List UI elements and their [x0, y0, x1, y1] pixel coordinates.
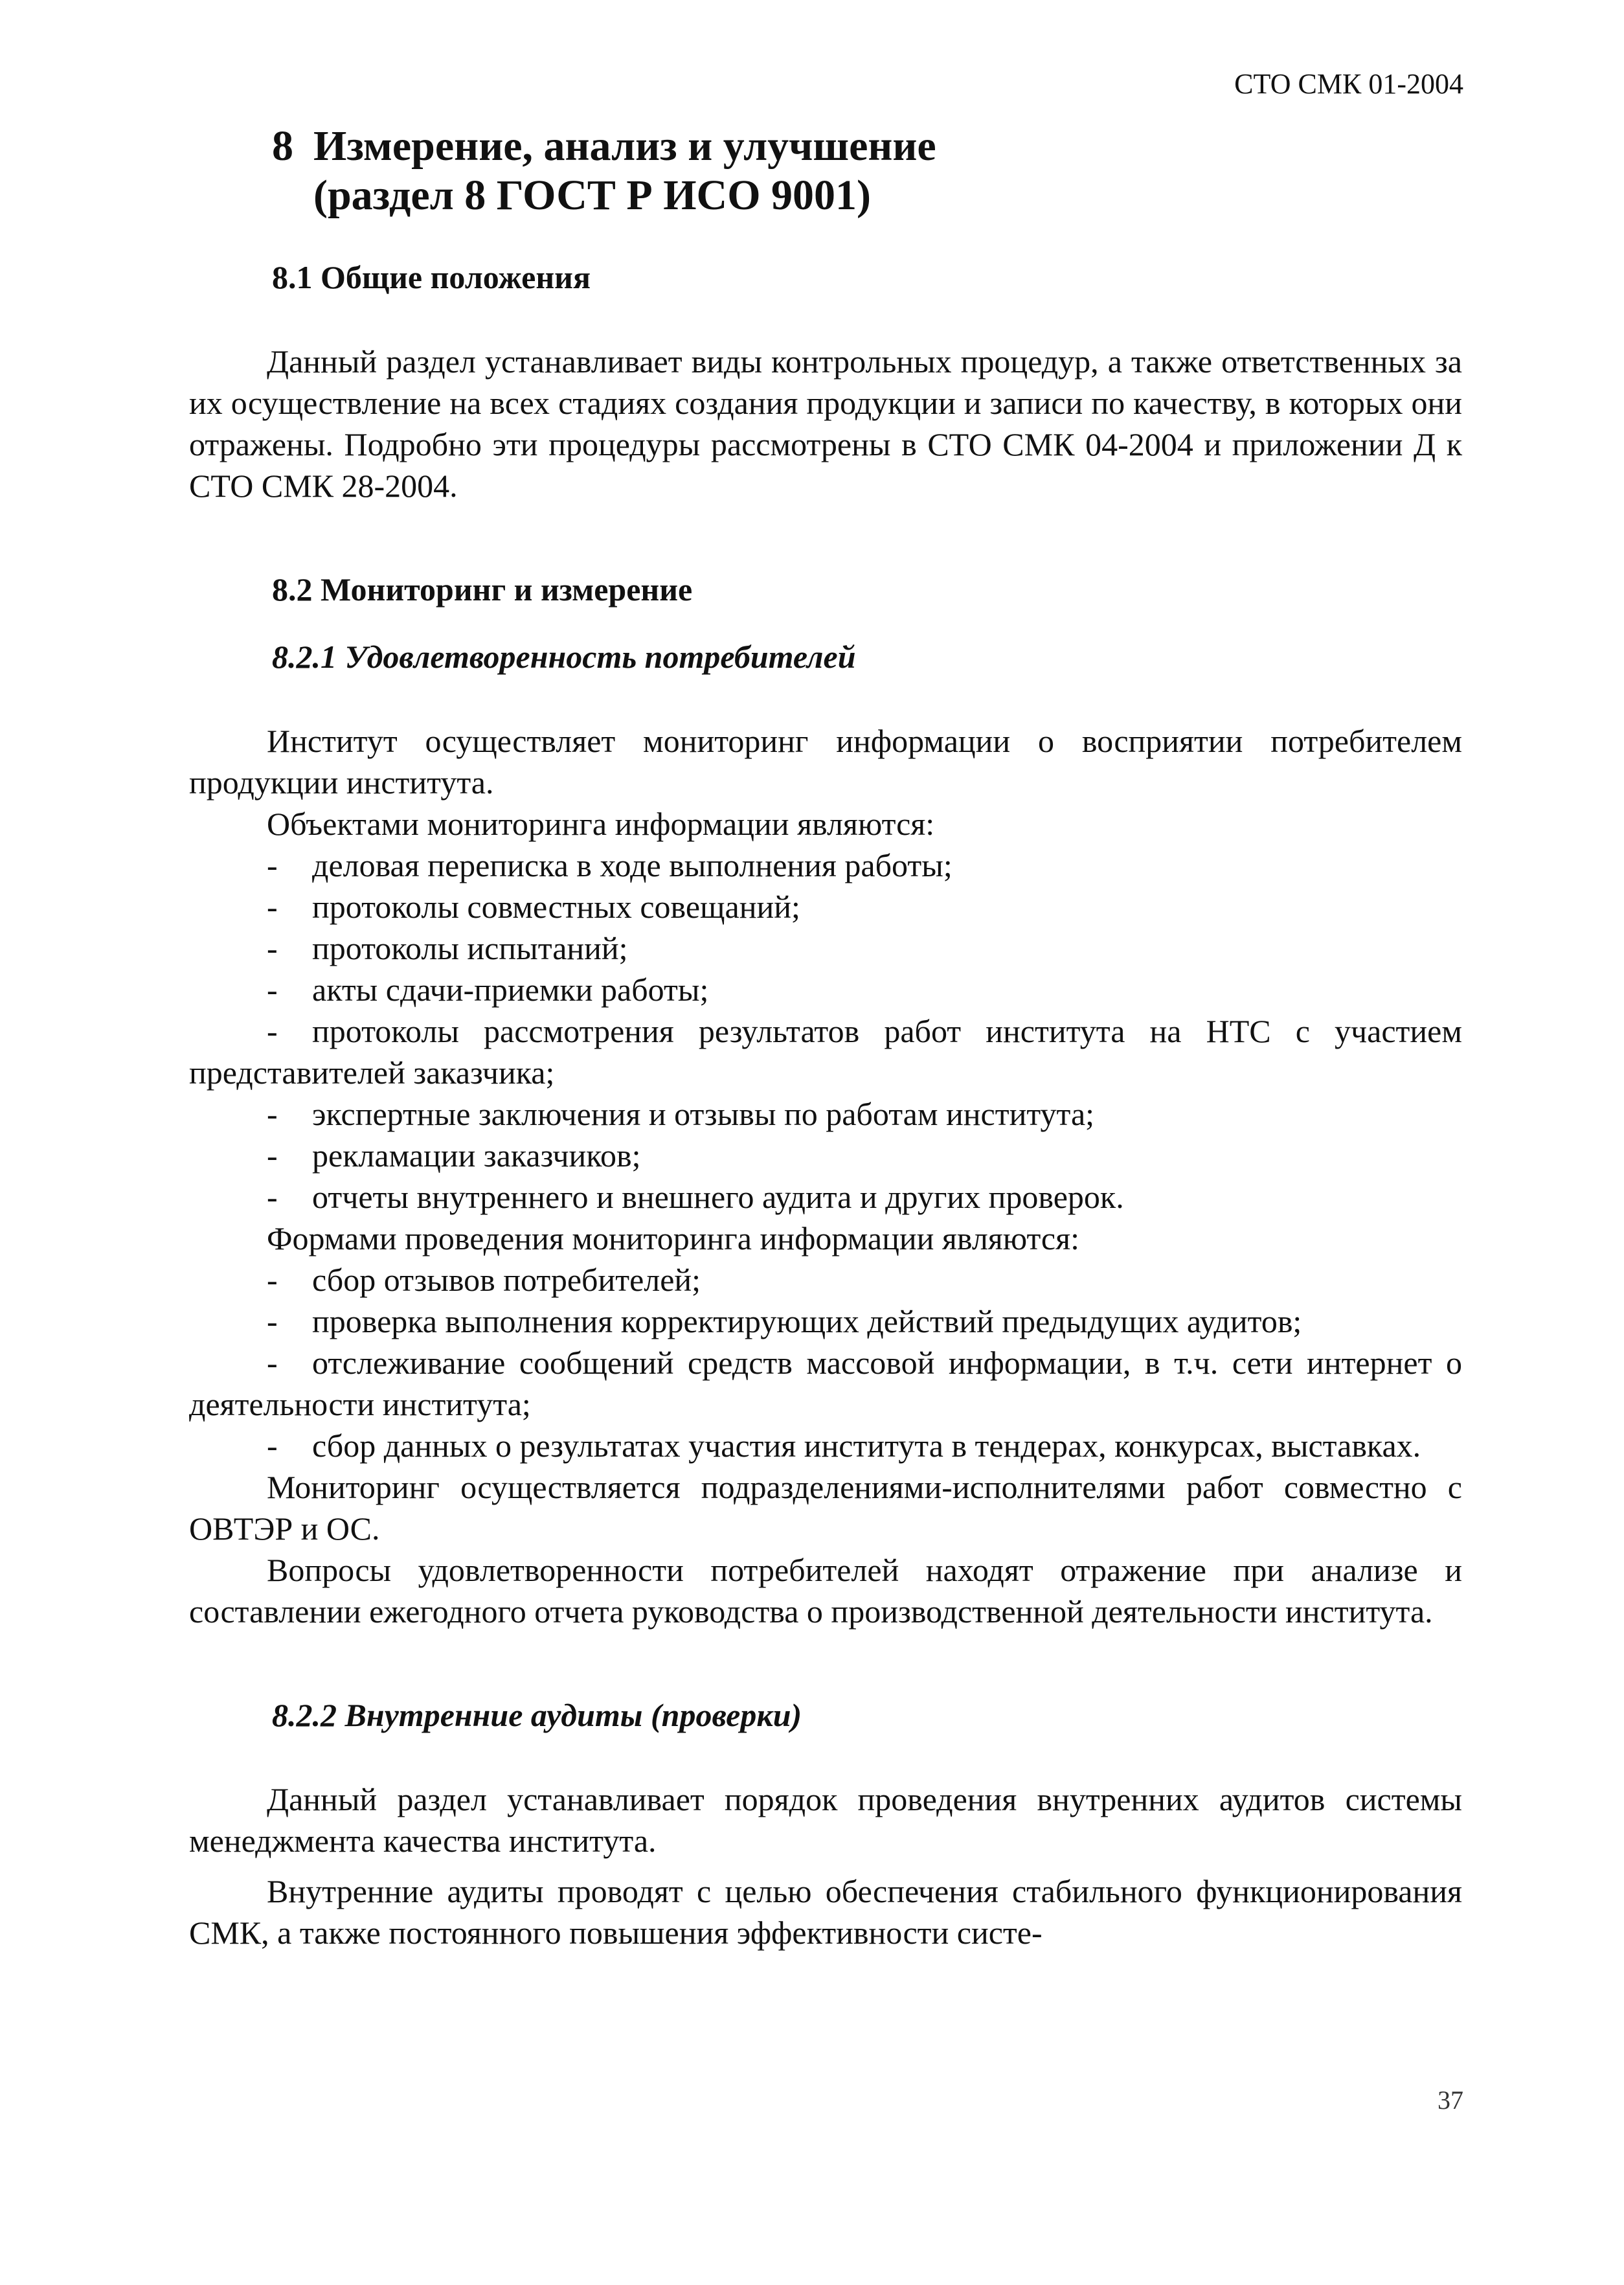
list-dash: -	[267, 1179, 278, 1215]
page-content	[189, 122, 1462, 1953]
list-dash: -	[267, 972, 278, 1008]
subsection-8-2-heading: 8.2 Мониторинг и измерение	[272, 571, 693, 608]
monitoring-forms-list	[189, 1259, 1462, 1466]
list-dash: -	[267, 847, 278, 883]
section-8-number: 8	[272, 122, 293, 170]
list-item-text: протоколы испытаний;	[312, 930, 628, 966]
list-dash: -	[267, 1137, 278, 1174]
list-item-text: протоколы совместных совещаний;	[312, 889, 800, 925]
list-item-text: отчеты внутреннего и внешнего аудита и других проверок.	[312, 1179, 1124, 1215]
list-item-text: проверка выполнения корректирующих действий предыдущих аудитов;	[312, 1303, 1302, 1339]
list-item	[189, 1301, 1462, 1342]
section-8-title-line1: Измерение, анализ и улучшение	[313, 122, 936, 170]
list-item	[189, 1135, 1462, 1176]
list-dash: -	[267, 1345, 278, 1381]
satisfaction-questions-paragraph: Вопросы удовлетворенности потребителей находят отражение при анализе и составлении ежегодного отчета руководства о производственной деятельности института.	[189, 1552, 1462, 1630]
list-item-text: сбор отзывов потребителей;	[312, 1262, 701, 1298]
list-item-text: протоколы рассмотрения результатов работ института на НТС с участием представителей заказчика;	[189, 1013, 1462, 1091]
subsection-8-1-paragraph: Данный раздел устанавливает виды контрольных процедур, а также ответственных за их осуществление на всех стадиях создания продукции и записи по качеству, в которых они отражены. Подробно эти процедуры рассмотрены в СТО СМК 04-2004 и приложении Д к СТО СМК 28-2004.	[189, 343, 1462, 504]
list-item-text: сбор данных о результатах участия института в тендерах, конкурсах, выставках.	[312, 1427, 1421, 1464]
list-item-text: отслеживание сообщений средств массовой информации, в т.ч. сети интернет о деятельности института;	[189, 1345, 1462, 1422]
monitoring-objects-intro: Объектами мониторинга информации являются:	[267, 806, 935, 842]
list-item	[189, 845, 1462, 886]
section-8-heading	[272, 122, 1462, 220]
list-item	[189, 969, 1462, 1010]
list-item-text: акты сдачи-приемки работы;	[312, 972, 709, 1008]
subsection-8-2-2-heading: 8.2.2 Внутренние аудиты (проверки)	[272, 1697, 802, 1733]
list-dash: -	[267, 889, 278, 925]
list-item	[189, 1259, 1462, 1301]
list-item	[189, 1176, 1462, 1218]
list-item-text: деловая переписка в ходе выполнения работы;	[312, 847, 953, 883]
list-item	[189, 1093, 1462, 1135]
list-dash: -	[267, 1303, 278, 1339]
document-code: СТО СМК 01-2004	[1234, 68, 1463, 100]
satisfaction-intro-paragraph: Институт осуществляет мониторинг информации о восприятии потребителем продукции института.	[189, 723, 1462, 801]
list-dash: -	[267, 1427, 278, 1464]
monitoring-responsibility-paragraph: Мониторинг осуществляется подразделениями-исполнителями работ совместно с ОВТЭР и ОС.	[189, 1469, 1462, 1547]
section-8-title	[313, 122, 936, 220]
list-dash: -	[267, 1262, 278, 1298]
list-item-text: рекламации заказчиков;	[312, 1137, 641, 1174]
list-item	[189, 1010, 1462, 1093]
list-item	[189, 1425, 1462, 1466]
list-dash: -	[267, 930, 278, 966]
list-item	[189, 927, 1462, 969]
internal-audits-paragraph-2: Внутренние аудиты проводят с целью обеспечения стабильного функционирования СМК, а также постоянного повышения эффективности систе-	[189, 1873, 1462, 1951]
list-item-text: экспертные заключения и отзывы по работам института;	[312, 1096, 1095, 1132]
list-item	[189, 1342, 1462, 1425]
list-item	[189, 886, 1462, 927]
subsection-8-1-heading: 8.1 Общие положения	[272, 259, 591, 295]
list-dash: -	[267, 1096, 278, 1132]
section-8-title-line2: (раздел 8 ГОСТ Р ИСО 9001)	[313, 172, 872, 219]
page-number: 37	[1438, 2086, 1463, 2115]
list-dash: -	[267, 1013, 278, 1049]
subsection-8-2-1-heading: 8.2.1 Удовлетворенность потребителей	[272, 639, 856, 675]
monitoring-forms-intro: Формами проведения мониторинга информации являются:	[267, 1220, 1080, 1256]
internal-audits-paragraph-1: Данный раздел устанавливает порядок проведения внутренних аудитов системы менеджмента качества института.	[189, 1781, 1462, 1859]
monitoring-objects-list	[189, 845, 1462, 1218]
